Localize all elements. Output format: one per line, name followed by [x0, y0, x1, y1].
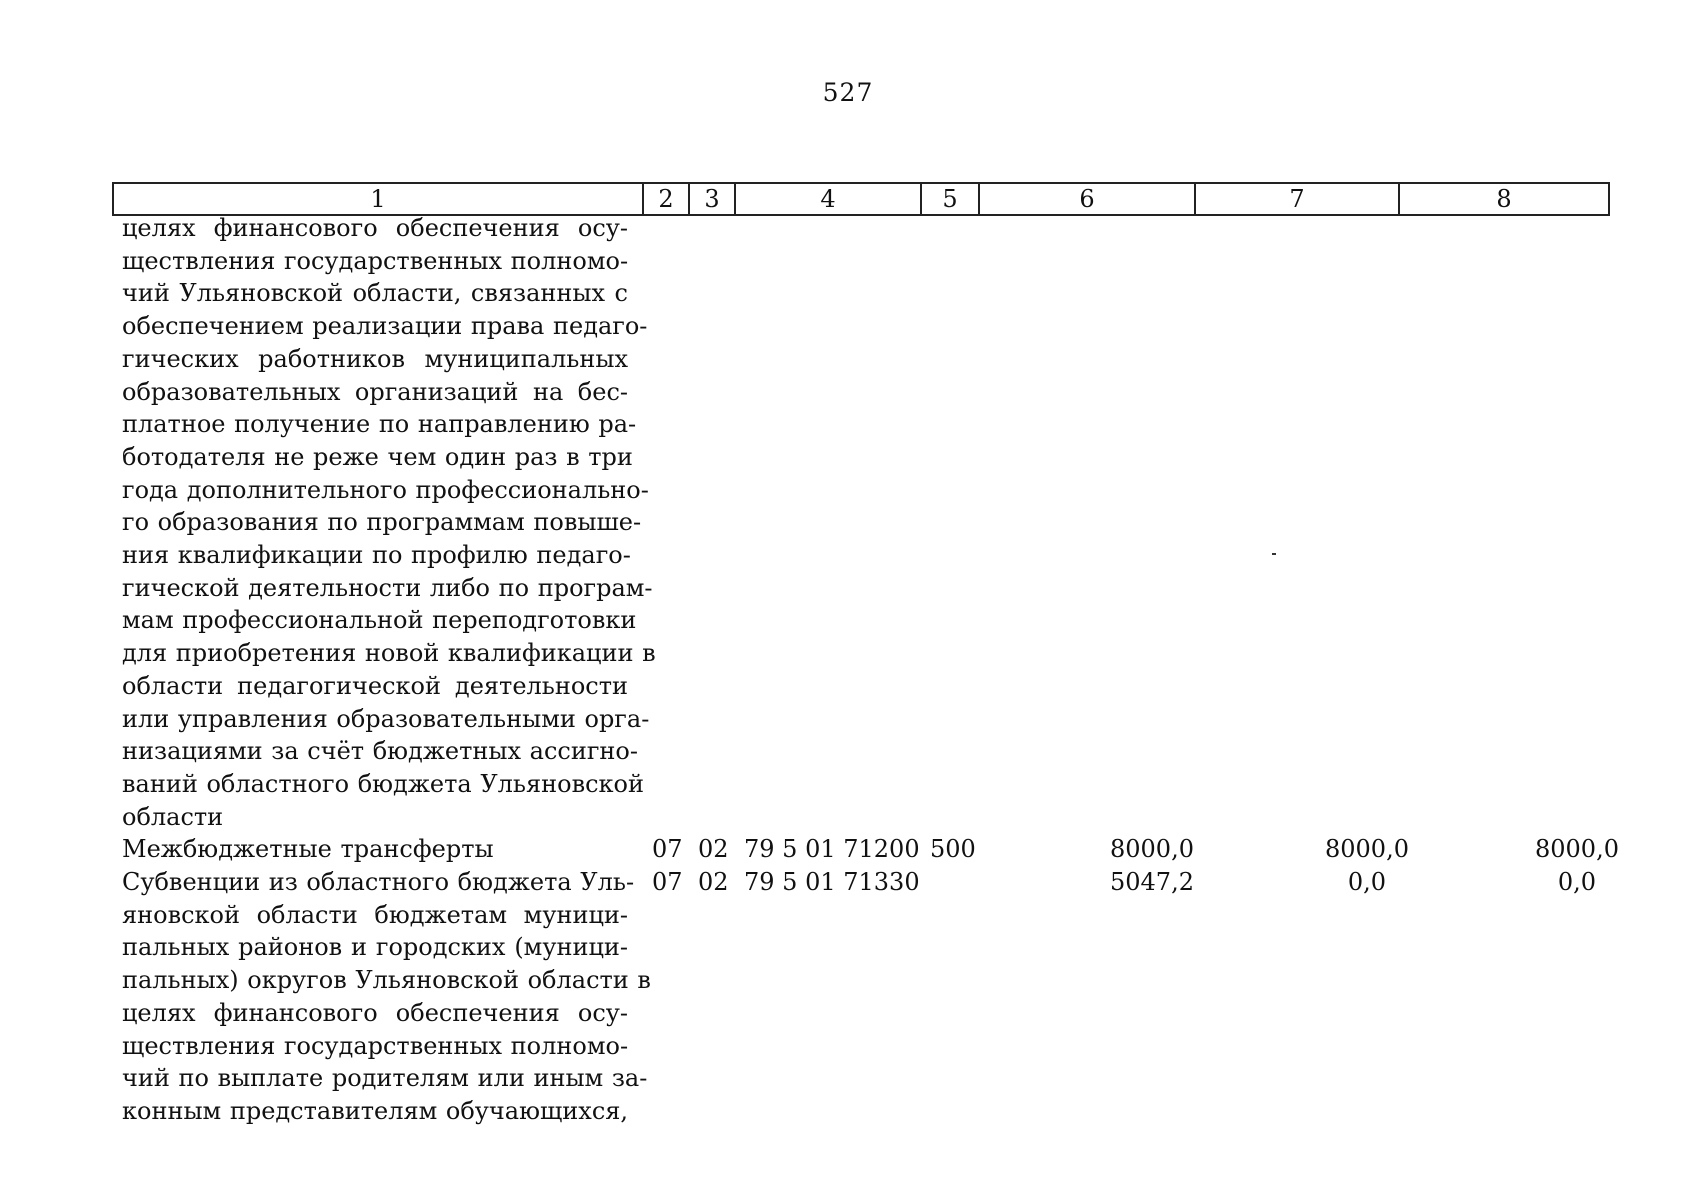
cell-amount-year-2: 8000,0: [1325, 835, 1409, 864]
cell-subsection: 02: [698, 868, 729, 897]
row-name-subventions: [122, 866, 651, 1128]
text-line: пальных районов и городских (муници-: [122, 933, 628, 962]
cell-subsection: 02: [698, 835, 729, 864]
row-name-continuation: [122, 212, 656, 833]
text-line: конным представителям обучающихся,: [122, 1096, 629, 1125]
cell-amount-year-1: 5047,2: [1110, 868, 1194, 897]
cell-amount-year-1: 8000,0: [1110, 835, 1194, 864]
header-col-3: 3: [689, 183, 735, 215]
text-line: целях финансового обеспечения осу-: [122, 998, 628, 1027]
column-number-header: [112, 182, 1610, 216]
text-line: Субвенции из областного бюджета Уль-: [122, 868, 635, 897]
text-line: области педагогической деятельности: [122, 671, 628, 700]
text-line: ществления государственных полномо-: [122, 1031, 629, 1060]
text-line: чий по выплате родителям или иным за-: [122, 1064, 648, 1093]
header-col-1: 1: [113, 183, 643, 215]
header-col-6: 6: [979, 183, 1195, 215]
text-line: чий Ульяновской области, связанных с: [122, 279, 628, 308]
text-line: платное получение по направлению ра-: [122, 410, 637, 439]
cell-expense-type: 500: [930, 835, 976, 864]
table-row-subventions: [122, 866, 1608, 1128]
cell-amount-year-3: 8000,0: [1535, 835, 1619, 864]
table-row-transfers: [122, 833, 1619, 866]
scan-speck: [1272, 553, 1276, 555]
text-line: целях финансового обеспечения осу-: [122, 214, 628, 242]
page-number: 527: [822, 78, 874, 107]
text-line: области: [122, 802, 224, 831]
text-line: ния квалификации по профилю педаго-: [122, 541, 631, 570]
header-col-7: 7: [1195, 183, 1399, 215]
text-line: или управления образовательными орга-: [122, 704, 650, 733]
text-line: года дополнительного профессионально-: [122, 475, 649, 504]
header-col-4: 4: [735, 183, 921, 215]
text-line: для приобретения новой квалификации в: [122, 639, 656, 668]
text-line: ществления государственных полномо-: [122, 246, 629, 275]
text-line: гических работников муниципальных: [122, 344, 628, 373]
cell-section: 07: [652, 835, 683, 864]
text-line: низациями за счёт бюджетных ассигно-: [122, 737, 638, 766]
text-line: гической деятельности либо по програм-: [122, 573, 653, 602]
text-line: обеспечением реализации права педаго-: [122, 312, 648, 341]
text-line: го образования по программам повыше-: [122, 508, 642, 537]
header-col-2: 2: [643, 183, 689, 215]
header-col-5: 5: [921, 183, 979, 215]
text-line: мам профессиональной переподготовки: [122, 606, 637, 635]
text-line: ботодателя не реже чем один раз в три: [122, 442, 633, 471]
text-line: ваний областного бюджета Ульяновской: [122, 769, 644, 798]
cell-amount-year-2: 0,0: [1347, 868, 1387, 897]
row-values-subventions: [122, 866, 1608, 899]
table-body: [122, 212, 1619, 1128]
row-values-transfers: [122, 833, 1619, 866]
cell-target-article: 79 5 01 71330: [744, 868, 920, 897]
text-line: пальных) округов Ульяновской области в: [122, 966, 651, 995]
cell-target-article: 79 5 01 71200: [744, 835, 920, 864]
text-line: яновской области бюджетам муници-: [122, 900, 628, 929]
header-col-8: 8: [1399, 183, 1609, 215]
text-line: образовательных организаций на бес-: [122, 377, 628, 406]
cell-amount-year-3: 0,0: [1557, 868, 1597, 897]
table-row-continuation: [122, 212, 1608, 833]
cell-section: 07: [652, 868, 683, 897]
text-line: Межбюджетные трансферты: [122, 835, 494, 864]
